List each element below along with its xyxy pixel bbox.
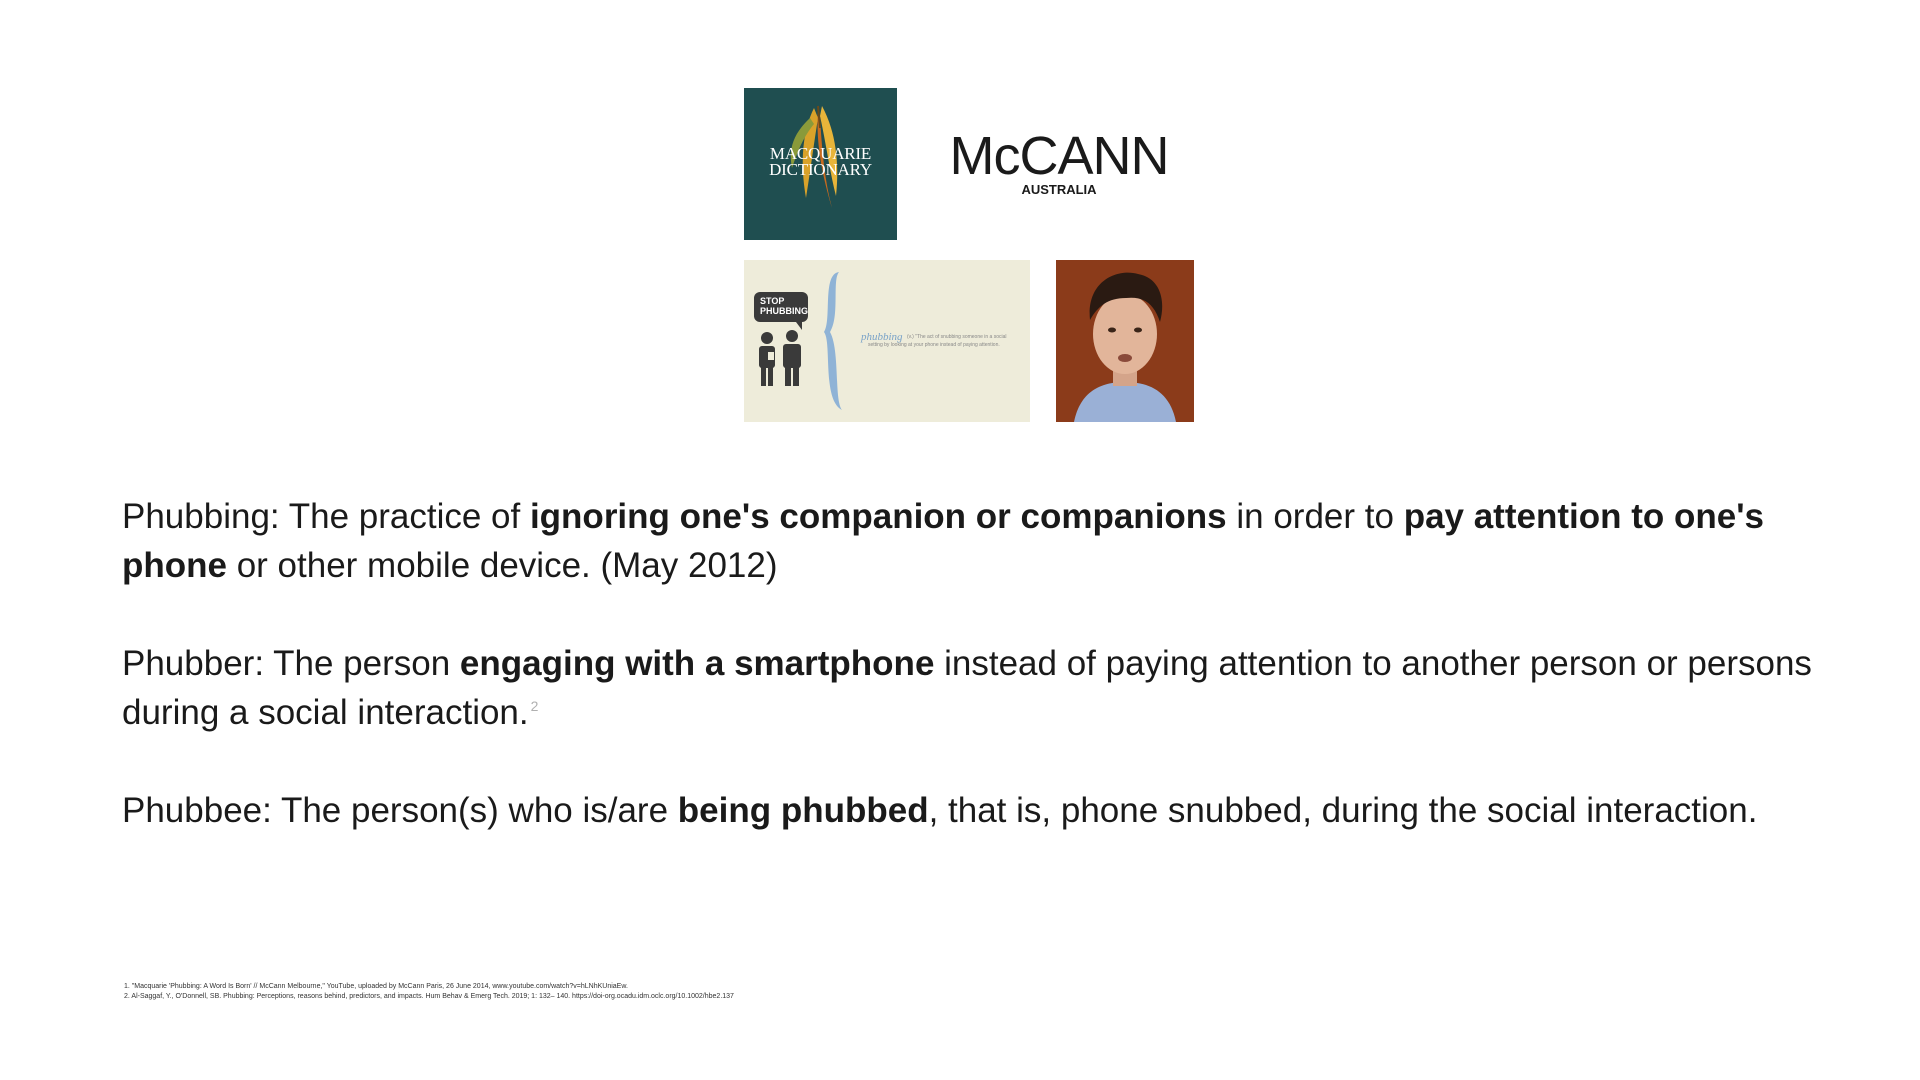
footnote-2: 2. Al-Saggaf, Y., O'Donnell, SB. Phubbing: Perceptions, reasons behind, predictors, and impacts. Hum Behav & Emerg Tech. 2019; 1: 132– 140. https://doi-org.ocadu.idm.oclc.org/10.1002/hbe2.137: [124, 993, 734, 1000]
young-man-portrait-icon: [1056, 260, 1194, 422]
phubbee-end: , that is, phone snubbed, during the social interaction.: [928, 791, 1758, 830]
person-photo: [1056, 260, 1194, 422]
footnote-reference[interactable]: 2: [530, 698, 539, 715]
definition-phubber: [122, 639, 1822, 737]
stop-phubbing-bubble: [760, 296, 809, 316]
phubbing-term: Phubbing: The practice of: [122, 497, 530, 536]
definition-phubbing: [122, 492, 1822, 590]
footnotes: [124, 982, 1024, 1002]
phubbing-definition-line1: (v.) "The act of snubbing someone in a social: [907, 334, 1007, 340]
phubbing-definition-line2: setting by looking at your phone instead of paying attention.: [868, 342, 1000, 348]
phubbing-bold1: ignoring one's companion or companions: [529, 497, 1227, 536]
mccann-name: McCANN: [949, 126, 1169, 186]
mccann-country: AUSTRALIA: [1021, 182, 1097, 197]
definitions: [122, 492, 1822, 884]
macquarie-line2: DICTIONARY: [769, 160, 872, 179]
phubbing-word: phubbing: [861, 331, 903, 343]
bubble-line1: STOP: [760, 296, 785, 306]
phubber-end: instead of paying attention to another person or persons during a social interaction.: [122, 644, 1812, 732]
phubber-bold1: engaging with a smartphone: [459, 644, 935, 683]
stop-phubbing-image: [744, 260, 1030, 422]
phubbee-term: Phubbee: The person(s) who is/are: [122, 791, 678, 830]
bubble-line2: PHUBBING: [760, 306, 809, 316]
phubbing-bold2: pay attention to one's phone: [122, 497, 1764, 585]
phubbee-bold1: being phubbed: [677, 791, 929, 830]
definition-phubbee: [122, 786, 1822, 835]
phubbing-end: or other mobile device. (May 2012): [226, 546, 778, 585]
phubbing-mid: in order to: [1226, 497, 1404, 536]
mccann-australia-logo: [944, 126, 1174, 200]
footnote-1: 1. "Macquarie 'Phubbing: A Word Is Born' // McCann Melbourne," YouTube, uploaded by McCann Paris, 26 June 2014, www.youtube.com/watch?v=hLNhKUniaEw.: [124, 983, 628, 990]
macquarie-line1: MACQUARIE: [769, 144, 872, 163]
macquarie-dictionary-logo: [744, 88, 897, 240]
phubber-term: Phubber: The person: [122, 644, 460, 683]
